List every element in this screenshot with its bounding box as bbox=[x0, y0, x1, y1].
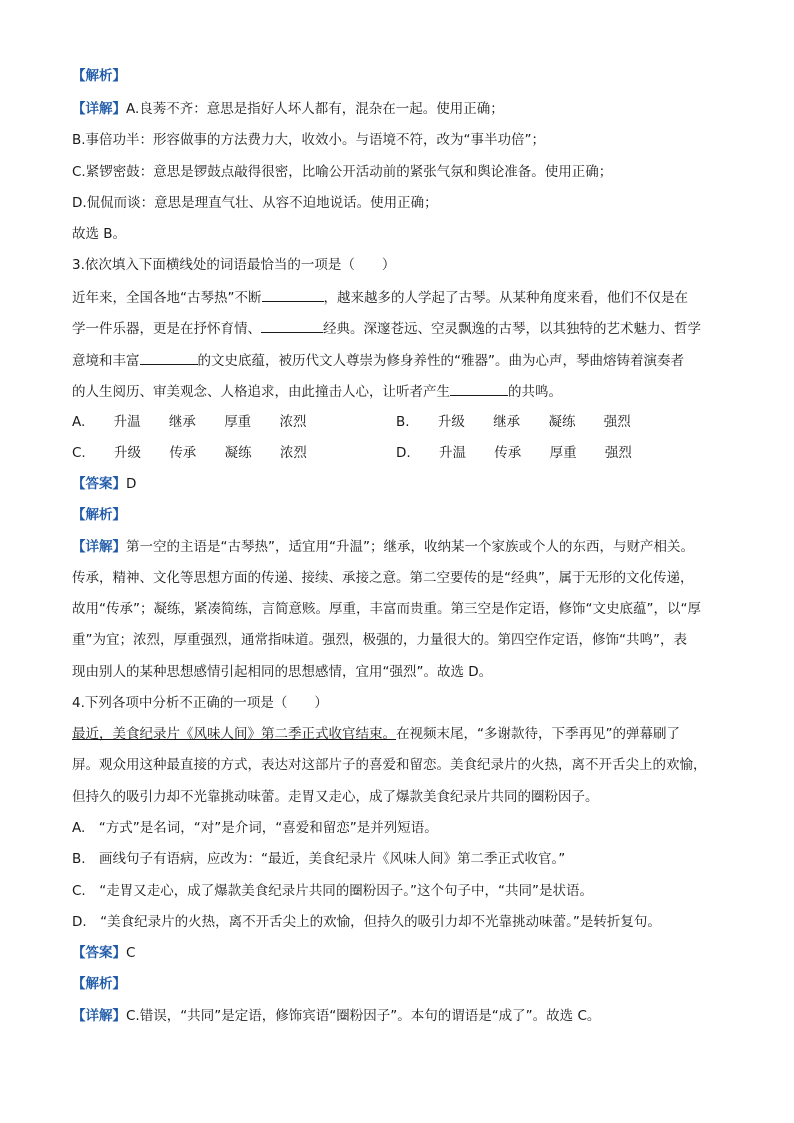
option-word: 升温 bbox=[113, 414, 141, 430]
option-b bbox=[396, 412, 655, 432]
question-3-passage-line-1 bbox=[72, 287, 732, 308]
question-3-detail-line-4: 重”为宜；浓烈，厚重强烈，通常指味道。强烈，极强的，力量很大的。第四空作定语，修饰“共鸣”，表 bbox=[72, 632, 687, 648]
detail-line-a bbox=[72, 99, 732, 119]
question-3-analysis-heading bbox=[72, 505, 732, 525]
fill-blank-1 bbox=[262, 287, 324, 302]
question-3-passage-line-2 bbox=[72, 318, 732, 339]
answer-value: D bbox=[126, 476, 137, 492]
question-4-option-d: D. “美食纪录片的火热，离不开舌尖上的欢愉，但持久的吸引力却不光靠挑动味蕾。”是转折复句。 bbox=[72, 914, 661, 930]
detail-text: C.错误，“共同”是定语，修饰宾语“圈粉因子”。本句的谓语是“成了”。故选 C。 bbox=[126, 1008, 601, 1024]
option-a bbox=[72, 412, 330, 432]
question-3-stem: 3.依次填入下面横线处的词语最恰当的一项是（ ） bbox=[72, 257, 396, 273]
passage-text: 的文史底蕴，被历代文人尊崇为修身养性的“雅器”。曲为心声，琴曲熔铸着演奏者 bbox=[197, 353, 684, 369]
fill-blank-4 bbox=[450, 381, 508, 396]
detail-tag: 【详解】 bbox=[72, 539, 126, 555]
option-word: 升温 bbox=[438, 445, 466, 461]
option-word: 传承 bbox=[169, 445, 197, 461]
question-4-detail bbox=[72, 1006, 732, 1026]
question-4-stem: 4.下列各项中分析不正确的一项是（ ） bbox=[72, 695, 328, 711]
detail-text-a: A.良莠不齐：意思是指好人坏人都有，混杂在一起。使用正确； bbox=[126, 101, 504, 117]
option-c bbox=[72, 443, 331, 463]
detail-line-b: B.事倍功半：形容做事的方法费力大，收效小。与语境不符，改为“事半功倍”； bbox=[72, 132, 546, 148]
question-3-detail-line-3: 故用“传承”；凝练，紧凑简练，言简意赅。厚重，丰富而贵重。第三空是作定语，修饰“文史底蕴”，以“厚 bbox=[72, 601, 701, 617]
question-4-passage-line-3: 但持久的吸引力却不光靠挑动味蕾。走胃又走心，成了爆款美食纪录片共同的圈粉因子。 bbox=[72, 789, 599, 805]
question-4-option-b: B. 画线句子有语病，应改为：“最近，美食纪录片《风味人间》第二季正式收官。” bbox=[72, 851, 566, 867]
option-word: 厚重 bbox=[224, 414, 252, 430]
passage-text: 学一件乐器，更是在抒怀育情、 bbox=[72, 321, 261, 337]
question-3-detail-line-5: 现由别人的某种思想感情引起相同的思想感情，宜用“强烈”。故选 D。 bbox=[72, 664, 493, 680]
analysis-tag: 【解析】 bbox=[72, 507, 126, 523]
fill-blank-2 bbox=[261, 318, 323, 333]
option-word: 升级 bbox=[114, 445, 142, 461]
question-4-analysis-heading bbox=[72, 974, 732, 994]
option-label: D. bbox=[396, 445, 411, 461]
passage-text: 意境和丰富 bbox=[72, 353, 140, 369]
option-word: 凝练 bbox=[548, 414, 576, 430]
analysis-tag: 【解析】 bbox=[72, 68, 126, 84]
option-word: 继承 bbox=[168, 414, 196, 430]
option-word: 升级 bbox=[437, 414, 465, 430]
passage-text: 在视频末尾，“多谢款待，下季再见”的弹幕刷了 bbox=[396, 726, 680, 742]
option-word: 传承 bbox=[494, 445, 522, 461]
question-4-option-c: C. “走胃又走心，成了爆款美食纪录片共同的圈粉因子。”这个句子中，“共同”是状语。 bbox=[72, 883, 593, 899]
detail-line-c: C.紧锣密鼓：意思是锣鼓点敲得很密，比喻公开活动前的紧张气氛和舆论准备。使用正确； bbox=[72, 164, 613, 180]
passage-text: 的共鸣。 bbox=[508, 384, 562, 400]
detail-text: 第一空的主语是“古琴热”，适宜用“升温”；继承，收纳某一个家族或个人的东西，与财产相关。 bbox=[126, 539, 694, 555]
question-3-answer bbox=[72, 474, 732, 494]
answer-value: C bbox=[126, 945, 136, 961]
question-3-passage-line-3 bbox=[72, 350, 732, 371]
detail-tag: 【详解】 bbox=[72, 1008, 126, 1024]
option-label: C. bbox=[72, 445, 86, 461]
passage-text: 的人生阅历、审美观念、人格追求，由此撞击人心，让听者产生 bbox=[72, 384, 450, 400]
option-label: A. bbox=[72, 414, 86, 430]
analysis-tag: 【解析】 bbox=[72, 976, 126, 992]
answer-tag: 【答案】 bbox=[72, 476, 126, 492]
analysis-heading bbox=[72, 66, 732, 86]
detail-line-d: D.侃侃而谈：意思是理直气壮、从容不迫地说话。使用正确； bbox=[72, 195, 438, 211]
option-word: 继承 bbox=[493, 414, 521, 430]
option-word: 厚重 bbox=[549, 445, 577, 461]
option-d bbox=[396, 443, 656, 463]
option-word: 强烈 bbox=[604, 445, 632, 461]
option-word: 浓烈 bbox=[279, 445, 307, 461]
question-4-passage-line-1 bbox=[72, 724, 732, 744]
option-word: 强烈 bbox=[603, 414, 631, 430]
question-4-answer bbox=[72, 943, 732, 963]
question-4-option-a: A. “方式”是名词，“对”是介词，“喜爱和留恋”是并列短语。 bbox=[72, 820, 438, 836]
option-label: B. bbox=[396, 414, 410, 430]
question-3-detail-line-2: 传承，精神、文化等思想方面的传递、接续、承接之意。第二空要传的是“经典”，属于无形的文化传递， bbox=[72, 570, 694, 586]
fill-blank-3 bbox=[140, 350, 198, 365]
answer-tag: 【答案】 bbox=[72, 945, 126, 961]
underlined-sentence: 最近，美食纪录片《风味人间》第二季正式收官结束。 bbox=[72, 726, 396, 742]
question-4-passage-line-2: 屏。观众用这种最直接的方式，表达对这部片子的喜爱和留恋。美食纪录片的火热，离不开舌尖上的欢愉， bbox=[72, 757, 707, 773]
passage-text: ，越来越多的人学起了古琴。从某种角度来看，他们不仅是在 bbox=[323, 290, 688, 306]
option-word: 浓烈 bbox=[279, 414, 307, 430]
question-3-detail-line-1 bbox=[72, 537, 732, 557]
passage-text: 近年来，全国各地“古琴热”不断 bbox=[72, 290, 262, 306]
option-word: 凝练 bbox=[224, 445, 252, 461]
detail-tag: 【详解】 bbox=[72, 101, 126, 117]
passage-text: 经典。深邃苍远、空灵飘逸的古琴，以其独特的艺术魅力、哲学 bbox=[323, 321, 701, 337]
question-3-passage-line-4 bbox=[72, 381, 732, 402]
conclusion-line: 故选 B。 bbox=[72, 226, 127, 242]
